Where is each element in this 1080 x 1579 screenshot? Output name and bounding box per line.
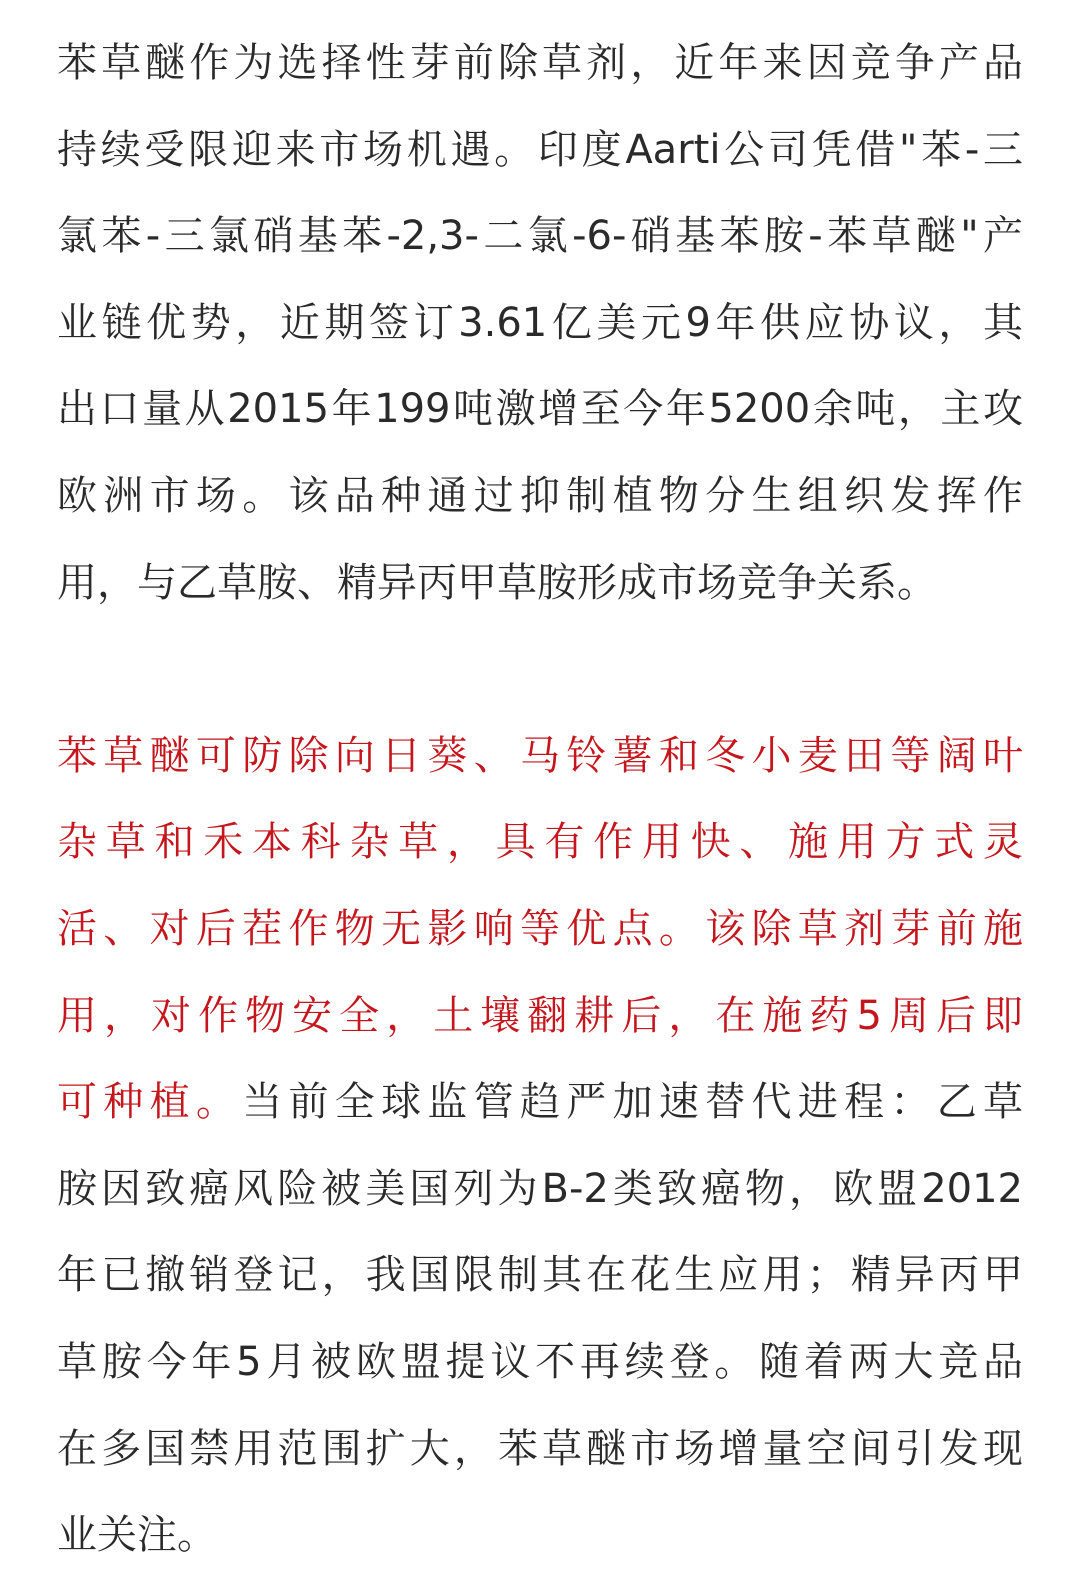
text-line: 出口量从2015年199吨激增至今年5200余吨，主攻 xyxy=(57,386,1023,433)
highlighted-text-line: 苯草醚可防除向日葵、马铃薯和冬小麦田等阔叶 xyxy=(57,732,1023,779)
paragraph-spacer xyxy=(57,626,1023,713)
text-line: 业链优势，近期签订3.61亿美元9年供应协议，其 xyxy=(57,299,1023,346)
highlighted-text-line: 用，对作物安全，土壤翻耕后，在施药5周后即 xyxy=(57,992,1023,1039)
text-line: 苯草醚作为选择性芽前除草剂，近年来因竞争产品 xyxy=(57,40,1023,86)
text-line: 业关注。 xyxy=(57,1512,217,1559)
text-line: 用，与乙草胺、精异丙甲草胺形成市场竞争关系。 xyxy=(57,559,937,606)
mixed-text-line xyxy=(57,1059,1023,1146)
article-body xyxy=(57,20,1023,1579)
text-line: 在多国禁用范围扩大，苯草醚市场增量空间引发现 xyxy=(57,1425,1023,1472)
highlighted-text-line: 杂草和禾本科杂草，具有作用快、施用方式灵 xyxy=(57,819,1023,866)
text-line: 欧洲市场。该品种通过抑制植物分生组织发挥作 xyxy=(57,472,1023,519)
text-line: 胺因致癌风险被美国列为B-2类致癌物，欧盟2012 xyxy=(57,1165,1023,1212)
highlighted-text-segment: 可种植。 xyxy=(57,1079,243,1126)
text-segment: 当前全球监管趋严加速替代进程：乙草 xyxy=(242,1079,1024,1126)
text-line: 年已撤销登记，我国限制其在花生应用；精异丙甲 xyxy=(57,1252,1023,1299)
text-line: 持续受限迎来市场机遇。印度Aarti公司凭借"苯-三 xyxy=(57,126,1023,173)
text-line: 草胺今年5月被欧盟提议不再续登。随着两大竞品 xyxy=(57,1338,1023,1385)
text-line: 氯苯-三氯硝基苯-2,3-二氯-6-硝基苯胺-苯草醚"产 xyxy=(57,213,1023,260)
highlighted-text-line: 活、对后茬作物无影响等优点。该除草剂芽前施 xyxy=(57,905,1023,952)
paragraph-market-opportunity xyxy=(57,20,1023,626)
paragraph-product-advantages xyxy=(57,713,1023,1579)
